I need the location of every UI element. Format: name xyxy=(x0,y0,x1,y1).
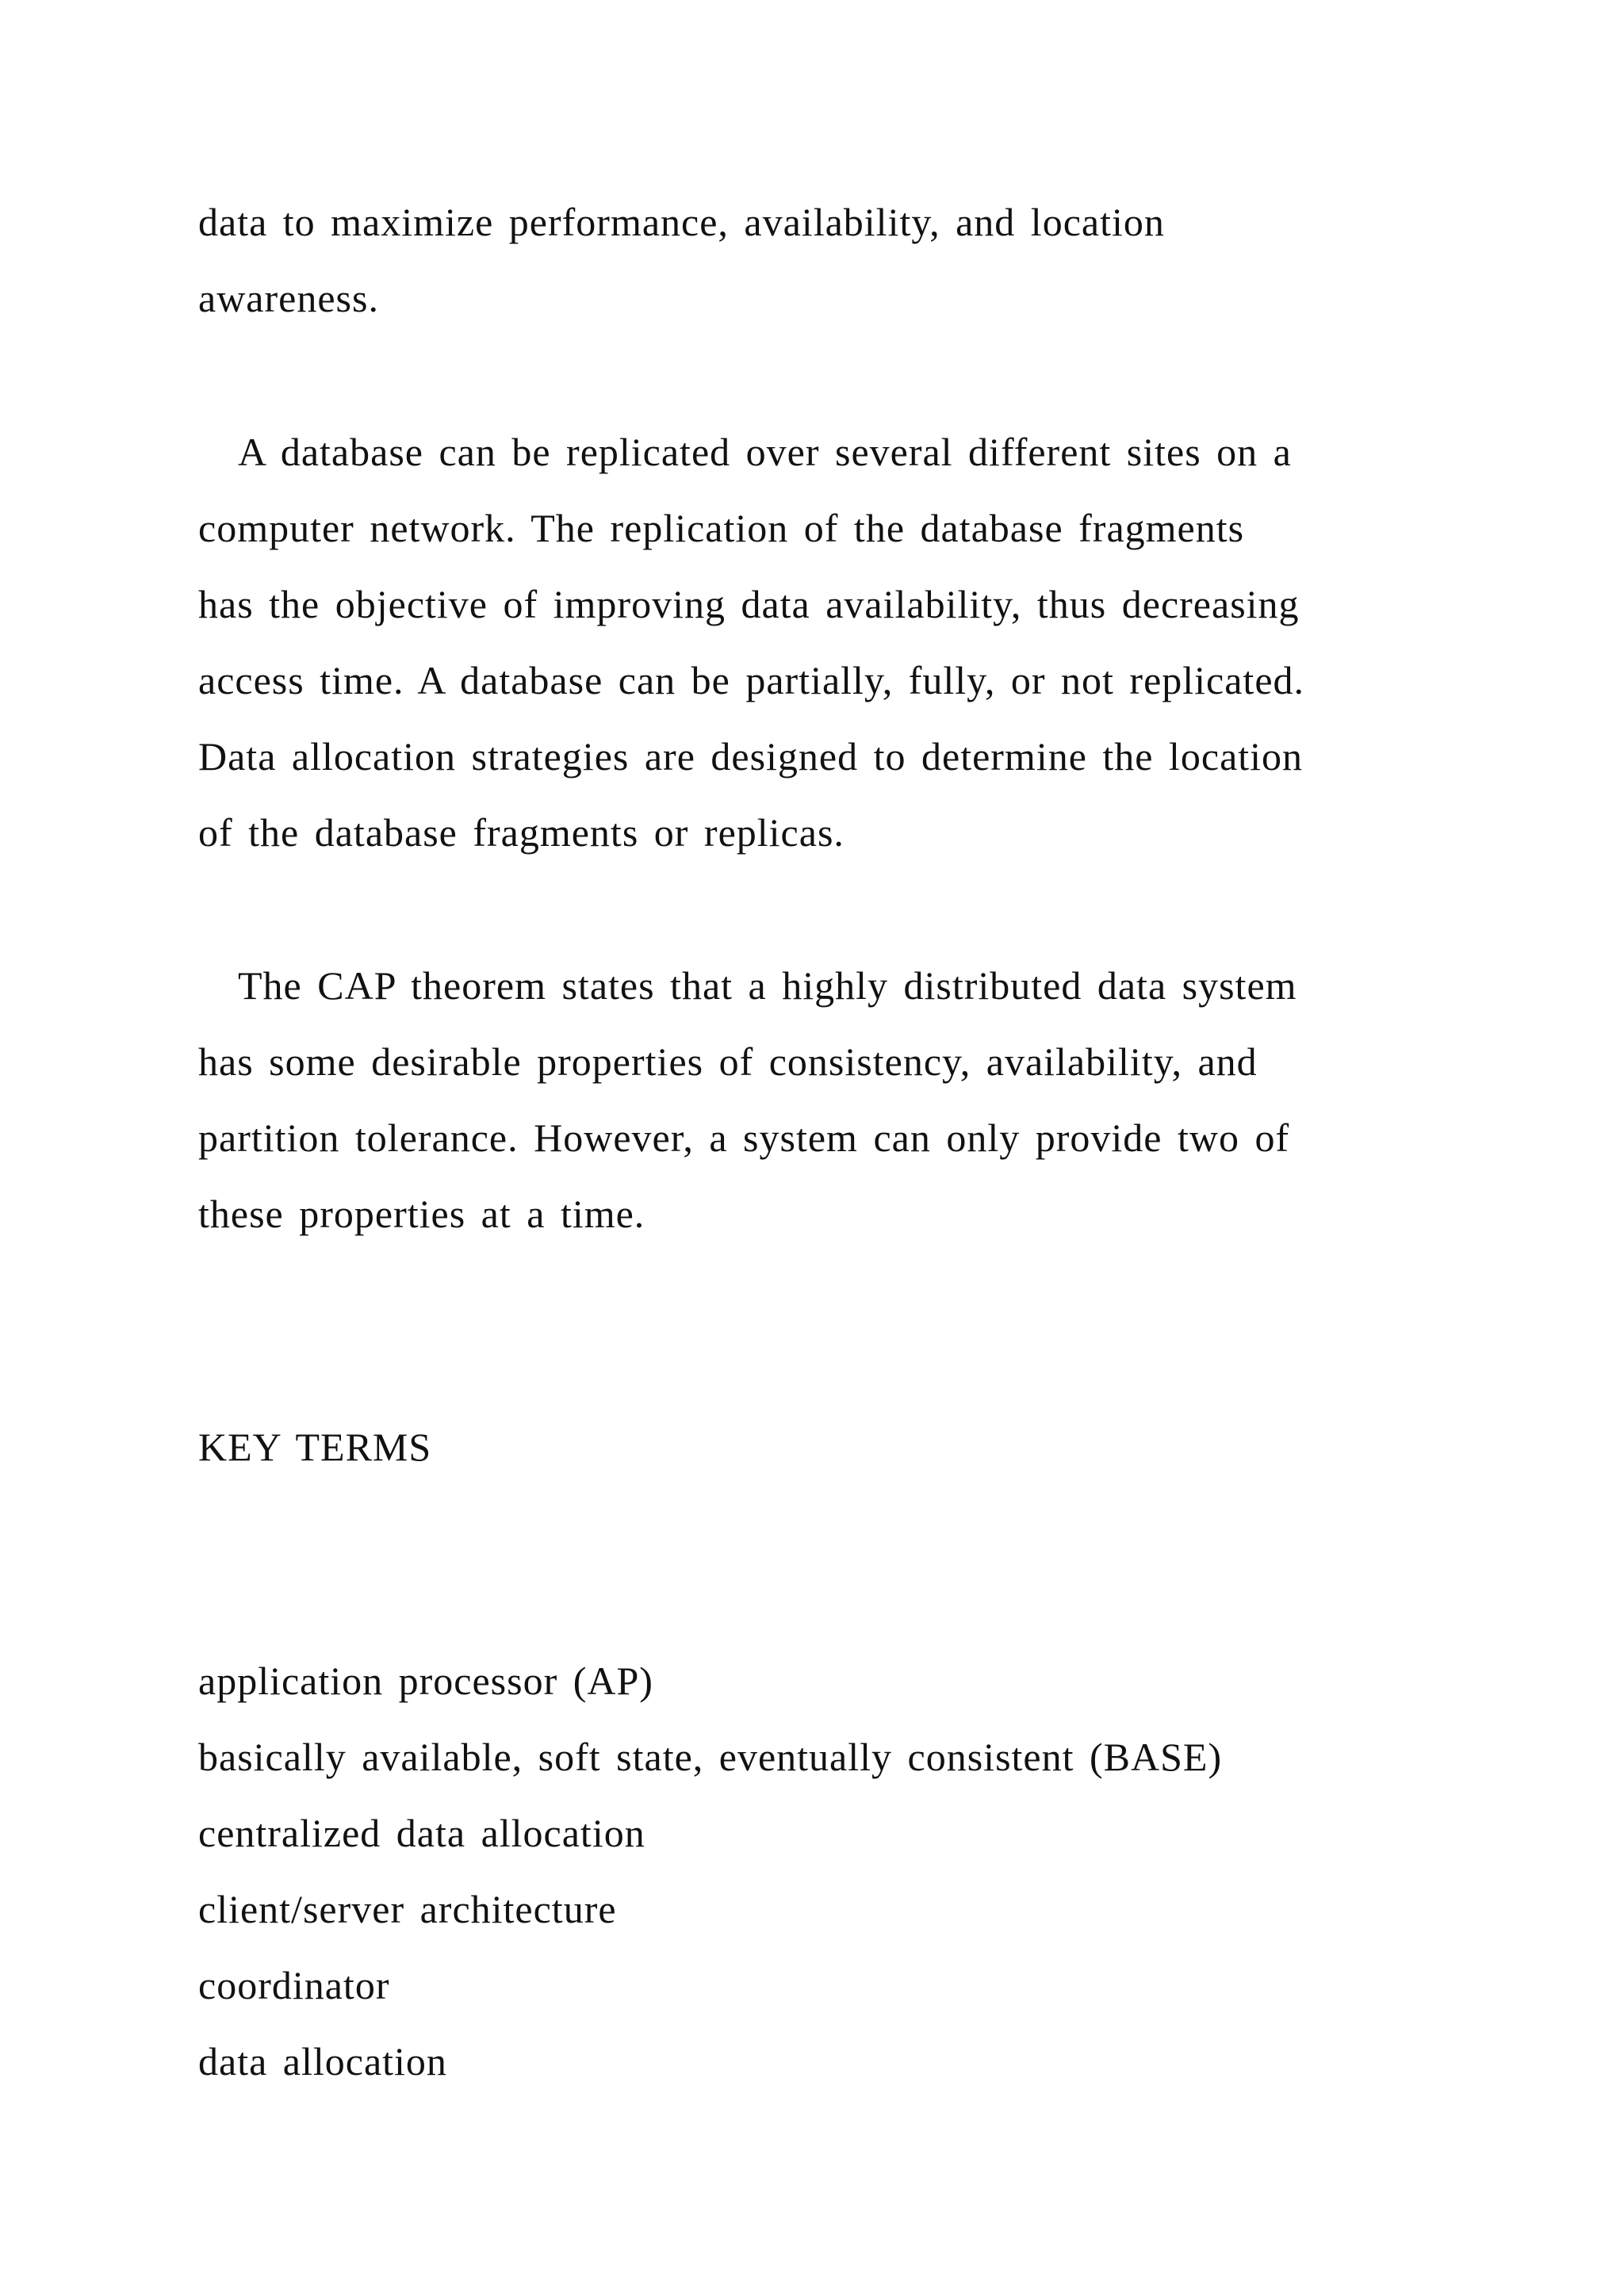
paragraph-line: Data allocation strategies are designed to determine the location xyxy=(198,734,1304,779)
key-terms-heading: KEY TERMS xyxy=(198,1425,432,1469)
paragraph-line: A database can be replicated over several different sites on a xyxy=(238,430,1292,474)
paragraph-line: partition tolerance. However, a system can only provide two of xyxy=(198,1115,1290,1160)
key-term-item: data allocation xyxy=(198,2039,447,2084)
key-term-item: coordinator xyxy=(198,1963,390,2007)
paragraph-line: computer network. The replication of the database fragments xyxy=(198,506,1245,550)
paragraph-line: The CAP theorem states that a highly distributed data system xyxy=(238,963,1297,1008)
key-term-item: application processor (AP) xyxy=(198,1659,653,1703)
paragraph-line: awareness. xyxy=(198,276,379,320)
paragraph-line: of the database fragments or replicas. xyxy=(198,810,845,855)
paragraph-line: data to maximize performance, availability, and location xyxy=(198,200,1165,244)
paragraph-line: access time. A database can be partially, fully, or not replicated. xyxy=(198,658,1305,702)
paragraph-line: has some desirable properties of consistency, availability, and xyxy=(198,1039,1258,1084)
paragraph-line: has the objective of improving data availability, thus decreasing xyxy=(198,582,1300,626)
key-term-item: centralized data allocation xyxy=(198,1811,645,1855)
paragraph-line: these properties at a time. xyxy=(198,1192,645,1236)
key-term-item: basically available, soft state, eventually consistent (BASE) xyxy=(198,1735,1223,1779)
key-term-item: client/server architecture xyxy=(198,1887,617,1931)
